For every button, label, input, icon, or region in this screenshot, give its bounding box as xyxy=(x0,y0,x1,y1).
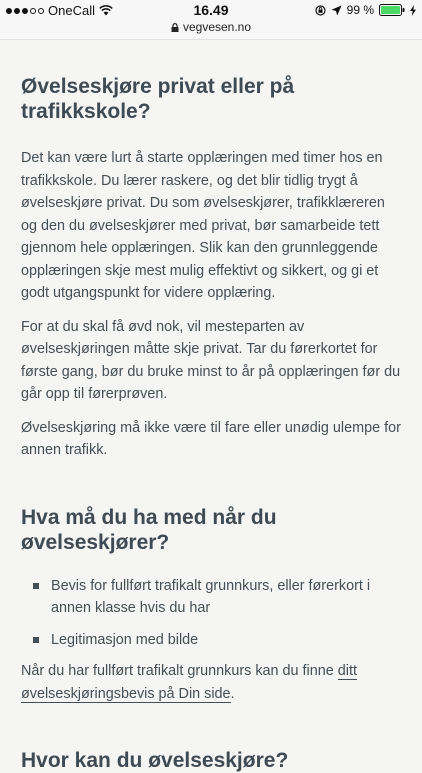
location-icon xyxy=(331,5,342,16)
article-content xyxy=(0,40,422,773)
paragraph-intro: Det kan være lurt å starte opplæringen med timer hos en trafikkskole. Du lærer raskere, og det blir tidlig trygt å øvelseskjøre privat. Du som øvelseskjører, trafikklæreren og den du øvelseskjører med privat, bør samarbeide tett gjennom hele opplæringen. Slik kan den grunnleggende opplæringen skje mest mulig effektivt og sikkert, og gi et godt utgangspunkt for videre opplæring. xyxy=(21,150,385,301)
status-bar xyxy=(0,0,422,40)
address-bar[interactable] xyxy=(0,20,422,34)
paragraph-safety: Øvelseskjøring må ikke være til fare eller unødig ulempe for annen trafikk. xyxy=(21,419,401,458)
status-right xyxy=(315,3,416,17)
heading-where-to-practice: Hvor kan du øvelseskjøre? xyxy=(21,749,289,772)
heading-what-to-bring: Hva må du ha med når du øvelseskjører? xyxy=(21,505,277,554)
lock-icon xyxy=(171,23,179,32)
charging-icon xyxy=(410,5,416,16)
certificate-period: . xyxy=(230,685,235,702)
paragraph-certificate xyxy=(21,660,402,705)
url-text: vegvesen.no xyxy=(182,20,252,34)
certificate-link[interactable]: ditt øvelseskjøringsbevis på Din side xyxy=(21,663,357,702)
battery-percent: 99 % xyxy=(346,3,374,17)
list-item: Bevis for fullført trafikalt grunnkurs, eller førerkort i annen klasse hvis du har xyxy=(33,575,402,620)
certificate-text: Når du har fullført trafikalt grunnkurs kan du finne xyxy=(21,663,338,679)
list-item: Legitimasjon med bilde xyxy=(33,629,402,652)
carrier-name: OneCall xyxy=(48,3,95,18)
paragraph-practice: For at du skal få øvd nok, vil mesteparten av øvelseskjøringen måtte skje privat. Tar du førerkortet for første gang, bør du bruke minst to år på opplæringen før du går opp til førerprøven. xyxy=(21,318,401,402)
requirements-list xyxy=(21,575,402,652)
heading-private-or-school: Øvelseskjøre privat eller på trafikkskole? xyxy=(21,75,295,123)
status-time: 16.49 xyxy=(193,2,229,18)
rotation-lock-icon xyxy=(315,5,326,16)
battery-icon xyxy=(379,4,405,16)
